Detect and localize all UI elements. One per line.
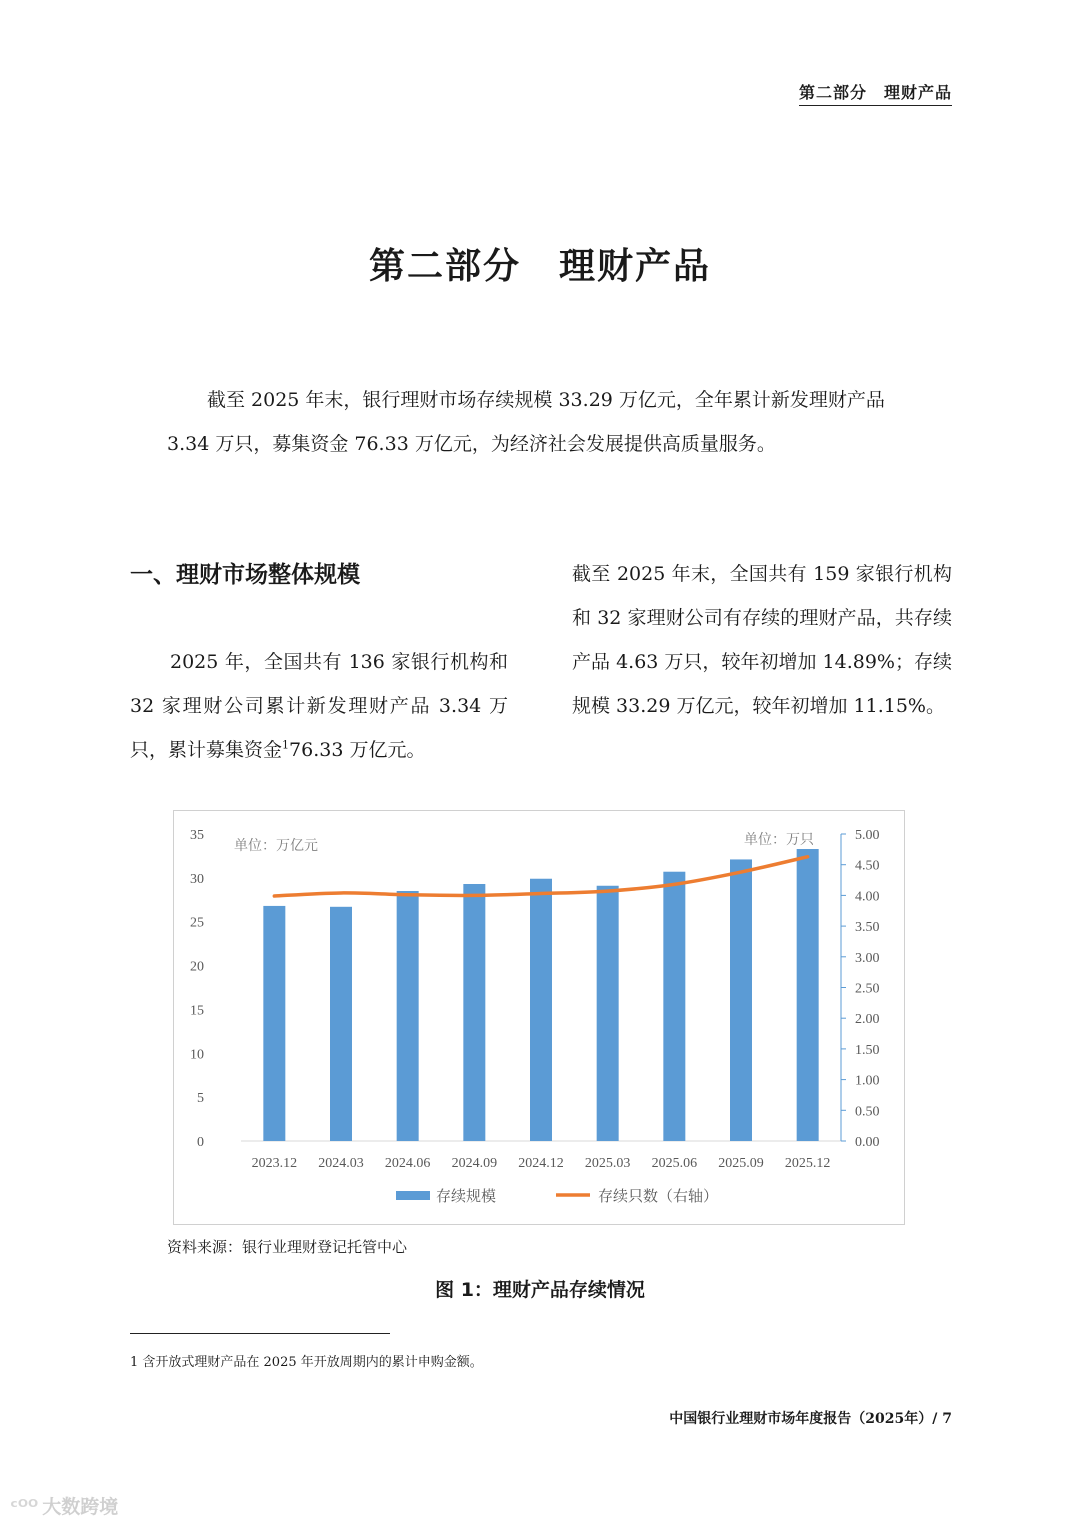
- x-tick-label: 2023.12: [251, 1156, 298, 1171]
- left-unit-label: 单位：万亿元: [234, 839, 318, 854]
- x-tick-label: 2024.03: [318, 1156, 364, 1171]
- left-tick-label: 0: [197, 1135, 204, 1150]
- left-text-before: 2025 年，全国共有 136 家银行机构和 32 家理财公司累计新发理财产品 3.34 万只，累计募集资金: [130, 651, 508, 761]
- right-tick-label: 0.50: [855, 1104, 880, 1120]
- bar-2024.03: [330, 907, 352, 1141]
- x-tick-label: 2025.12: [784, 1156, 831, 1171]
- watermark: [10, 1492, 118, 1519]
- x-tick-label: 2025.06: [651, 1156, 698, 1171]
- left-text-after: 76.33 万亿元。: [289, 739, 426, 761]
- legend-bar-swatch: [396, 1191, 430, 1200]
- right-tick-label: 4.00: [855, 889, 880, 905]
- page-title: 第二部分 理财产品: [368, 245, 711, 287]
- combo-chart: [174, 811, 906, 1226]
- legend-line-label: 存续只数（右轴）: [598, 1189, 719, 1205]
- right-tick-label: 0.00: [855, 1135, 880, 1150]
- left-tick-label: 15: [190, 1003, 204, 1019]
- left-tick-label: 20: [190, 959, 204, 975]
- page-footer: 中国银行业理财市场年度报告（2025年）/ 7: [669, 1411, 952, 1427]
- x-tick-label: 2025.03: [584, 1156, 631, 1171]
- right-tick-label: 1.00: [855, 1073, 880, 1089]
- bar-2025.06: [663, 872, 685, 1141]
- x-tick-label: 2024.06: [384, 1156, 431, 1171]
- left-tick-label: 5: [197, 1091, 204, 1107]
- bar-2024.06: [397, 891, 419, 1141]
- footnote-divider: [130, 1333, 390, 1334]
- x-tick-label: 2024.12: [518, 1156, 564, 1171]
- watermark-text: 大数跨境: [42, 1496, 119, 1518]
- bar-2024.09: [463, 884, 485, 1141]
- left-tick-label: 25: [190, 915, 204, 931]
- figure-caption: 图 1：理财产品存续情况: [435, 1279, 645, 1301]
- right-column-paragraph: 截至 2025 年末，全国共有 159 家银行机构和 32 家理财公司有存续的理财产品，共存续产品 4.63 万只，较年初增加 14.89%；存续规模 33.29 万亿元，较年初增加 11.15%。: [572, 563, 952, 717]
- chart-container: [173, 810, 905, 1225]
- right-tick-label: 3.00: [855, 950, 880, 966]
- right-tick-label: 3.50: [855, 920, 880, 936]
- left-column-paragraph: [130, 640, 508, 772]
- footnote-ref[interactable]: 1: [282, 738, 290, 752]
- bar-2025.03: [597, 886, 619, 1141]
- right-tick-label: 2.00: [855, 1012, 880, 1028]
- footnote: 1 含开放式理财产品在 2025 年开放周期内的累计申购金额。: [130, 1355, 483, 1370]
- x-tick-label: 2024.09: [451, 1156, 498, 1171]
- right-tick-label: 5.00: [855, 828, 880, 843]
- source-note: 资料来源：银行业理财登记托管中心: [167, 1238, 408, 1256]
- right-tick-label: 1.50: [855, 1042, 880, 1058]
- watermark-logo-icon: ᶜᴼᴼ: [10, 1496, 39, 1518]
- legend-bar-label: 存续规模: [436, 1189, 497, 1205]
- right-unit-label: 单位：万只: [744, 833, 814, 848]
- bar-2024.12: [530, 879, 552, 1141]
- right-tick-label: 4.50: [855, 858, 880, 874]
- bar-2023.12: [263, 906, 285, 1141]
- running-header: 第二部分 理财产品: [799, 80, 952, 106]
- left-tick-label: 10: [190, 1047, 204, 1063]
- right-tick-label: 2.50: [855, 981, 880, 997]
- left-tick-label: 35: [190, 828, 204, 843]
- bar-2025.09: [730, 859, 752, 1141]
- section-heading: 一、理财市场整体规模: [130, 562, 360, 588]
- left-tick-label: 30: [190, 871, 204, 887]
- bar-2025.12: [797, 849, 819, 1141]
- x-tick-label: 2025.09: [718, 1156, 764, 1171]
- intro-paragraph: 截至 2025 年末，银行理财市场存续规模 33.29 万亿元，全年累计新发理财产品 3.34 万只，募集资金 76.33 万亿元，为经济社会发展提供高质量服务。: [167, 389, 885, 455]
